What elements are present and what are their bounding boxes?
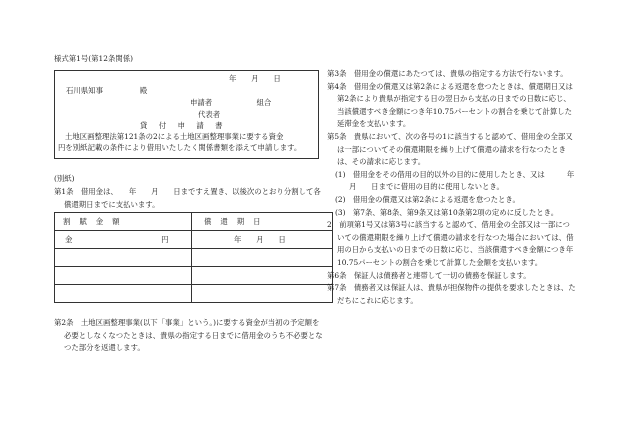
application-date: 年 月 日	[229, 74, 281, 83]
header-installment-amount: 割賦金額	[55, 213, 192, 231]
article-1: 第1条 借用金は、 年 月 日まですえ置き、以後次のとおり分割して各償還期日までに支払います。	[54, 187, 321, 209]
repayment-table	[54, 212, 333, 303]
article-6: 第6条 保証人は債務者と連帯して一切の債務を保証します。	[327, 270, 531, 280]
header-repayment-date: 償還期日	[192, 213, 333, 231]
table-cell	[192, 249, 333, 267]
article-7: 第7条 債務者又は保証人は、貴県が担保物件の提供を要求したときは、ただちにこれに応じます。	[327, 283, 576, 305]
article-5: 第5条 貴県において、次の各号の1に該当すると認めて、借用金の全部又は一部についてその償還期限を繰り上げて償還の請求を行なつたときは、その請求に応じます。	[327, 131, 573, 167]
article-5-item-1: (1) 借用金をその借用の目的以外の目的に使用したとき、又は 年 月 日までに借用の目的に使用しないとき。	[335, 169, 590, 192]
table-row	[55, 285, 333, 303]
table-cell: 年 月 日	[192, 231, 333, 249]
representative-label: 代表者	[198, 110, 221, 119]
table-cell	[192, 267, 333, 285]
article-5-item-2: (2) 借用金の償還又は第2条による返還を怠つたとき。	[335, 194, 520, 204]
article-5-paragraph-2: 2 前項第1号又は第3号に該当すると認めて、借用金の全部又は一部についての償還期限を繰り上げて償還の請求を行なつた場合においては、借用の日から支払いの日までの日数に応じ、当該償還すべき金額につき年10.75パーセントの割合を乗じて計算した金額を支払います。	[327, 220, 574, 267]
right-column	[327, 68, 590, 307]
applicant-label: 申請者 組合	[190, 98, 272, 107]
article-2: 第2条 土地区画整理事業(以下「事業」という。)に要する資金が当初の予定額を必要としなくなつたときは、貴県の指定する日までに借用金のうち不必要となつた部分を返還します。	[54, 318, 323, 353]
appendix-label: (別紙)	[54, 174, 75, 183]
addressee: 石川県知事 殿	[66, 86, 148, 95]
doc-title: 貸 付 申 請 書	[140, 121, 225, 130]
application-body: 土地区画整理法第121条の2による土地区画整理事業に要する資金 円を別紙記載の条件により借用いたしたく関係書類を添えて申請します。	[58, 132, 306, 153]
table-row	[55, 249, 333, 267]
table-cell	[55, 285, 192, 303]
article-3: 第3条 借用金の償還にあたつては、貴県の指定する方法で行ないます。	[327, 69, 568, 78]
table-row	[55, 267, 333, 285]
table-cell	[55, 249, 192, 267]
form-title: 様式第1号(第12条関係)	[54, 54, 133, 63]
table-row	[55, 231, 333, 249]
article-4: 第4条 借用金の償還又は第2条による返還を怠つたときは、償還期日又は第2条により貴県が指定する日の翌日から支払の日までの日数に応じ、当該償還すべき金額につき年10.75パーセントの割合を乗じて計算した延滞金を支払います。	[327, 81, 573, 129]
table-cell	[192, 285, 333, 303]
table-cell	[55, 267, 192, 285]
table-cell: 金 円	[55, 231, 192, 249]
article-5-item-3: (3) 第7条、第8条、第9条又は第10条第2項の定めに反したとき。	[335, 207, 559, 217]
table-header-row	[55, 213, 333, 231]
